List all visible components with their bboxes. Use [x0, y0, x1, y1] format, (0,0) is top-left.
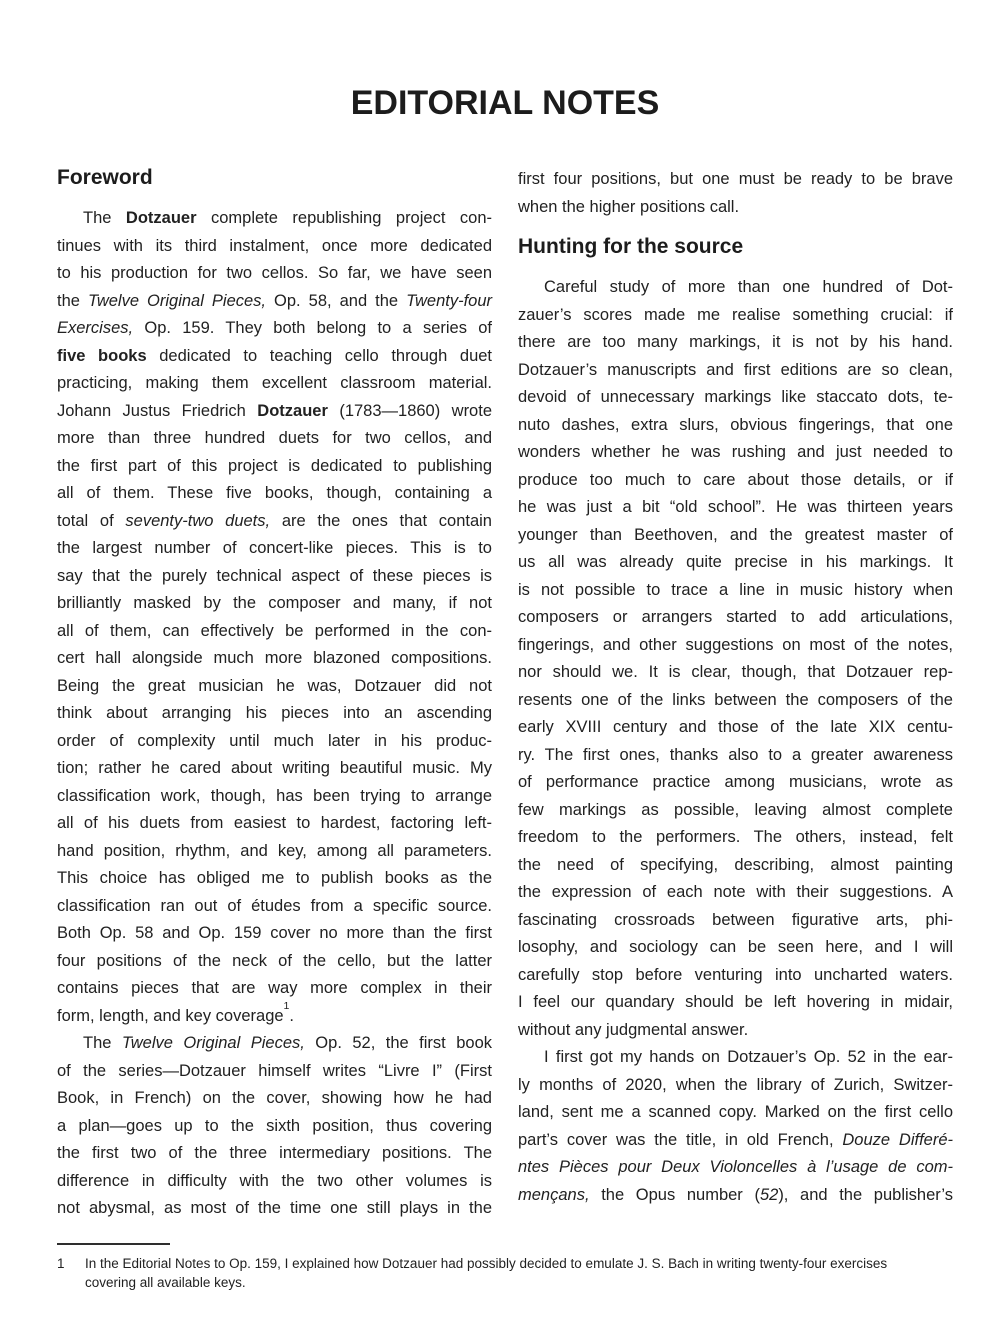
- text-line: brilliantly masked by the composer and many, if not: [57, 594, 492, 612]
- footnote-line: covering all available keys.: [85, 1274, 246, 1290]
- text-line: classification work, though, has been trying to arrange: [57, 786, 492, 805]
- text-line: younger than Beethoven, and the greatest master of: [518, 525, 953, 544]
- text-line: there are too many markings, it is not by his hand.: [518, 333, 953, 351]
- text-line: ntes Pièces pour Deux Violoncelles à l’usage de com-: [518, 1158, 953, 1176]
- text-line: losophy, and sociology can be seen here, and I will: [518, 938, 953, 956]
- text-line: mençans, the Opus number (52), and the publisher’s: [518, 1185, 953, 1204]
- text-line: more than three hundred duets for two cellos, and: [57, 429, 492, 447]
- text-line: tion; rather he cared about writing beautiful music. My: [57, 759, 492, 777]
- footnote-reference: 1: [283, 1000, 290, 1012]
- text-line: The Dotzauer complete republishing project con-: [83, 209, 492, 227]
- paragraph: [518, 166, 953, 221]
- text-line: difference in difficulty with the two other volumes is: [57, 1171, 492, 1190]
- text-line: say that the purely technical aspect of these pieces is: [57, 566, 492, 585]
- footnote: [57, 1254, 953, 1292]
- text-line: wonders whether he was rushing and just needed to: [518, 443, 953, 461]
- paragraph: [518, 274, 953, 1044]
- two-column-layout: [57, 166, 953, 1223]
- text-line: all of them, can effectively be performed in the con-: [57, 621, 492, 640]
- text-line: form, length, and key coverage$^1$.: [57, 1000, 294, 1025]
- text-line: cert hall alongside much more blazoned compositions.: [57, 649, 492, 667]
- text-line: I first got my hands on Dotzauer’s Op. 52 in the ear-: [544, 1048, 953, 1066]
- footnote-line: In the Editorial Notes to Op. 159, I explained how Dotzauer had possibly decided to emulate J. S. Bach in writing twenty-four exercises: [85, 1255, 888, 1271]
- text-line: he was just a bit “old school”. He was thirteen years: [518, 498, 953, 516]
- text-line: the first two of the three intermediary positions. The: [57, 1144, 492, 1162]
- page-title: EDITORIAL NOTES: [350, 84, 660, 122]
- footnote-number: 1: [57, 1255, 65, 1271]
- paragraph: [57, 205, 492, 1030]
- text-line: ry. The first ones, thanks also to a greater awareness: [518, 745, 953, 764]
- text-line: order of complexity until much later in his produc-: [57, 731, 492, 750]
- text-line: Both Op. 58 and Op. 159 cover no more than the first: [57, 924, 492, 942]
- text-line: five books dedicated to teaching cello through duet: [57, 346, 493, 365]
- text-line: practicing, making them excellent classroom material.: [57, 374, 492, 392]
- section-heading: Foreword: [57, 166, 153, 189]
- text-line: of the series—Dotzauer himself writes “Livre I” (First: [57, 1061, 492, 1080]
- text-line: us all was already quite precise in his markings. It: [518, 553, 953, 571]
- text-line: Being the great musician he was, Dotzauer did not: [57, 676, 492, 695]
- text-line: part’s cover was the title, in old French, Douze Differé-: [518, 1130, 953, 1149]
- text-line: the expression of each note with their suggestions. A: [518, 883, 953, 901]
- text-line: contains pieces that are way more complex in their: [57, 979, 492, 997]
- text-line: Johann Justus Friedrich Dotzauer (1783—1860) wrote: [57, 401, 492, 420]
- text-line: The Twelve Original Pieces, Op. 52, the first book: [83, 1034, 492, 1052]
- text-line: think about arranging his pieces into an ascending: [57, 704, 492, 722]
- text-line: without any judgmental answer.: [518, 1020, 749, 1039]
- right-column: [518, 166, 953, 1209]
- text-line: fascinating crossroads between figurative arts, phi-: [518, 910, 953, 929]
- text-line: early XVIII century and those of the late XIX centu-: [518, 718, 953, 736]
- footnote-separator: [57, 1243, 170, 1245]
- text-line: to his production for two cellos. So far, we have seen: [57, 264, 492, 282]
- text-line: the first part of this project is dedicated to publishing: [57, 456, 492, 475]
- text-line: Careful study of more than one hundred of Dot-: [544, 278, 953, 296]
- text-line: nor should we. It is clear, though, that Dotzauer rep-: [518, 663, 953, 681]
- text-line: of performance practice among musicians, wrote as: [518, 773, 953, 791]
- text-line: few markings as possible, leaving almost complete: [518, 800, 953, 819]
- text-line: all of his duets from easiest to hardest, factoring left-: [57, 814, 492, 832]
- text-line: This choice has obliged me to publish books as the: [57, 869, 492, 887]
- text-line: composers or arrangers started to add articulations,: [518, 608, 953, 626]
- text-line: land, sent me a scanned copy. Marked on the first cello: [518, 1103, 953, 1121]
- text-line: classification ran out of études from a specific source.: [57, 896, 492, 915]
- paragraph: [518, 1044, 953, 1209]
- text-line: carefully stop before venturing into uncharted waters.: [518, 965, 953, 984]
- text-line: not abysmal, as most of the time one still plays in the: [57, 1199, 492, 1217]
- text-line: the Twelve Original Pieces, Op. 58, and the Twenty-four: [57, 291, 493, 310]
- text-line: first four positions, but one must be ready to be brave: [518, 170, 953, 188]
- text-line: nuto dashes, extra slurs, obvious fingerings, that one: [518, 415, 953, 434]
- text-line: produce too much to care about those details, or if: [518, 470, 953, 489]
- text-line: Exercises, Op. 159. They both belong to a series of: [57, 319, 492, 337]
- text-line: fingerings, and other suggestions on most of the notes,: [518, 635, 953, 654]
- left-column: [57, 166, 492, 1223]
- text-line: devoid of unnecessary markings like staccato dots, te-: [518, 388, 953, 406]
- footnote-text: [85, 1254, 953, 1292]
- text-line: the largest number of concert-like pieces. This is to: [57, 539, 492, 557]
- text-line: the need of specifying, describing, almost painting: [518, 855, 953, 874]
- paragraph: [57, 1030, 492, 1223]
- text-line: four positions of the neck of the cello, but the latter: [57, 951, 492, 970]
- text-line: is not possible to trace a line in music history when: [518, 580, 953, 599]
- text-line: total of seventy-two duets, are the ones that contain: [57, 511, 492, 530]
- text-line: tinues with its third instalment, once more dedicated: [57, 236, 492, 255]
- text-line: when the higher positions call.: [518, 197, 740, 216]
- footnote-area: [57, 1243, 953, 1292]
- text-line: Book, in French) on the cover, showing how he had: [57, 1089, 492, 1107]
- section-heading: Hunting for the source: [518, 235, 744, 258]
- text-line: resents one of the links between the composers of the: [518, 690, 953, 709]
- text-line: a plan—goes up to the sixth position, thus covering: [57, 1116, 492, 1135]
- text-line: zauer’s scores made me realise something crucial: if: [518, 305, 953, 324]
- text-line: ly months of 2020, when the library of Zurich, Switzer-: [518, 1075, 953, 1094]
- text-line: all of them. These five books, though, containing a: [57, 484, 492, 502]
- text-line: hand position, rhythm, and key, among all parameters.: [57, 841, 492, 860]
- text-line: I feel our quandary should be left hovering in midair,: [518, 993, 953, 1011]
- text-line: Dotzauer’s manuscripts and first editions are so clean,: [518, 360, 953, 379]
- text-line: freedom to the performers. The others, instead, felt: [518, 828, 953, 846]
